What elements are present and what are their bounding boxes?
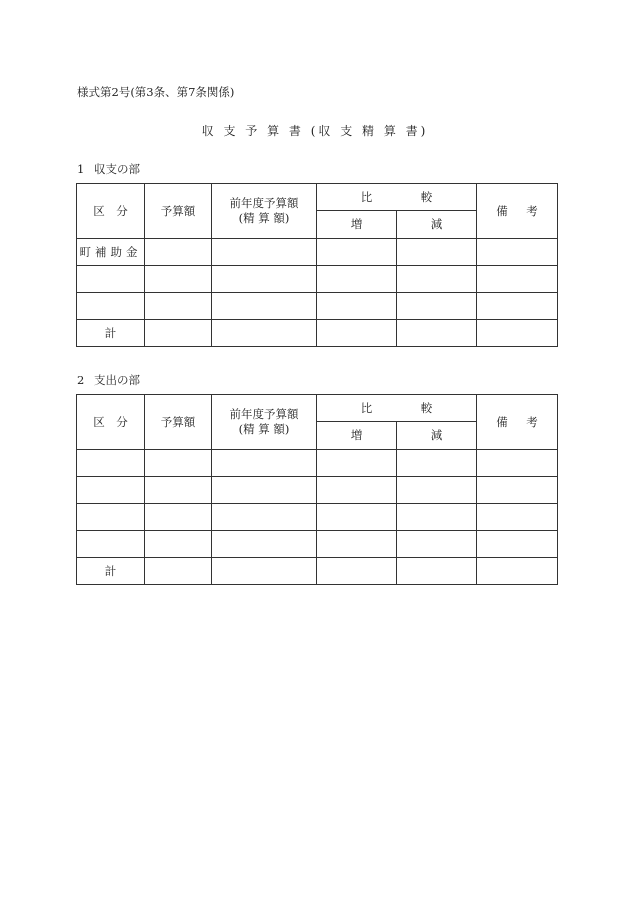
cell (317, 531, 397, 558)
row-label: 町補助金 (77, 239, 145, 266)
cell (145, 531, 212, 558)
cell (145, 558, 212, 585)
cell (317, 477, 397, 504)
cell (477, 239, 558, 266)
header-zennendo-line2: (精 算 額) (238, 422, 290, 436)
cell (317, 239, 397, 266)
cell (477, 477, 558, 504)
cell (212, 558, 317, 585)
cell (397, 320, 477, 347)
section-number: 2 (77, 373, 85, 387)
header-hikaku-1: 比 (360, 400, 373, 415)
cell (145, 477, 212, 504)
cell (212, 531, 317, 558)
header-biko (477, 184, 558, 239)
row-label (77, 504, 145, 531)
cell (317, 504, 397, 531)
cell (317, 450, 397, 477)
table-row (77, 293, 558, 320)
form-number: 様式第2号(第3条、第7条関係) (77, 85, 235, 99)
row-label (77, 531, 145, 558)
table-row (77, 531, 558, 558)
cell (212, 504, 317, 531)
table-row (77, 477, 558, 504)
row-label (77, 293, 145, 320)
header-gen: 減 (397, 422, 477, 450)
table-row (77, 450, 558, 477)
header-biko-1: 備 (496, 414, 508, 429)
cell (397, 293, 477, 320)
section-income-heading (77, 161, 140, 177)
cell (317, 320, 397, 347)
cell (212, 293, 317, 320)
table-row (77, 266, 558, 293)
cell (397, 504, 477, 531)
row-label (77, 266, 145, 293)
cell (477, 293, 558, 320)
cell (477, 320, 558, 347)
cell (397, 558, 477, 585)
section-expense-heading (77, 372, 140, 388)
header-zennendo (212, 395, 317, 450)
header-kubun: 区 分 (77, 395, 145, 450)
cell (477, 531, 558, 558)
cell (145, 450, 212, 477)
cell (397, 266, 477, 293)
cell (477, 266, 558, 293)
header-yosangaku: 予算額 (145, 395, 212, 450)
document-title: 収 支 予 算 書 (収 支 精 算 書) (201, 124, 429, 138)
section-title: 収支の部 (94, 162, 140, 176)
cell (145, 293, 212, 320)
header-hikaku (317, 184, 477, 211)
header-hikaku-2: 較 (420, 400, 433, 415)
header-zou: 増 (317, 211, 397, 239)
cell (145, 239, 212, 266)
header-hikaku-2: 較 (420, 189, 433, 204)
header-yosangaku: 予算額 (145, 184, 212, 239)
cell (145, 320, 212, 347)
header-zennendo-line2: (精 算 額) (238, 211, 290, 225)
cell (477, 450, 558, 477)
total-label: 計 (77, 320, 145, 347)
cell (397, 531, 477, 558)
cell (145, 504, 212, 531)
cell (317, 558, 397, 585)
cell (397, 477, 477, 504)
section-title: 支出の部 (94, 373, 140, 387)
expense-table (76, 394, 558, 585)
header-hikaku-1: 比 (360, 189, 373, 204)
cell (212, 450, 317, 477)
row-label (77, 450, 145, 477)
total-row (77, 558, 558, 585)
table-row (77, 504, 558, 531)
cell (145, 266, 212, 293)
cell (212, 266, 317, 293)
header-biko-2: 考 (526, 203, 538, 218)
header-zennendo-line1: 前年度予算額 (229, 196, 299, 210)
cell (397, 239, 477, 266)
header-zennendo (212, 184, 317, 239)
header-kubun: 区 分 (77, 184, 145, 239)
header-hikaku (317, 395, 477, 422)
header-zennendo-line1: 前年度予算額 (229, 407, 299, 421)
cell (397, 450, 477, 477)
cell (477, 558, 558, 585)
total-row (77, 320, 558, 347)
income-table (76, 183, 558, 347)
cell (212, 477, 317, 504)
section-number: 1 (77, 162, 85, 176)
header-biko-2: 考 (526, 414, 538, 429)
header-zou: 増 (317, 422, 397, 450)
cell (477, 504, 558, 531)
table-row (77, 239, 558, 266)
total-label: 計 (77, 558, 145, 585)
cell (212, 320, 317, 347)
header-biko (477, 395, 558, 450)
header-gen: 減 (397, 211, 477, 239)
cell (317, 266, 397, 293)
header-biko-1: 備 (496, 203, 508, 218)
cell (212, 239, 317, 266)
row-label (77, 477, 145, 504)
cell (317, 293, 397, 320)
